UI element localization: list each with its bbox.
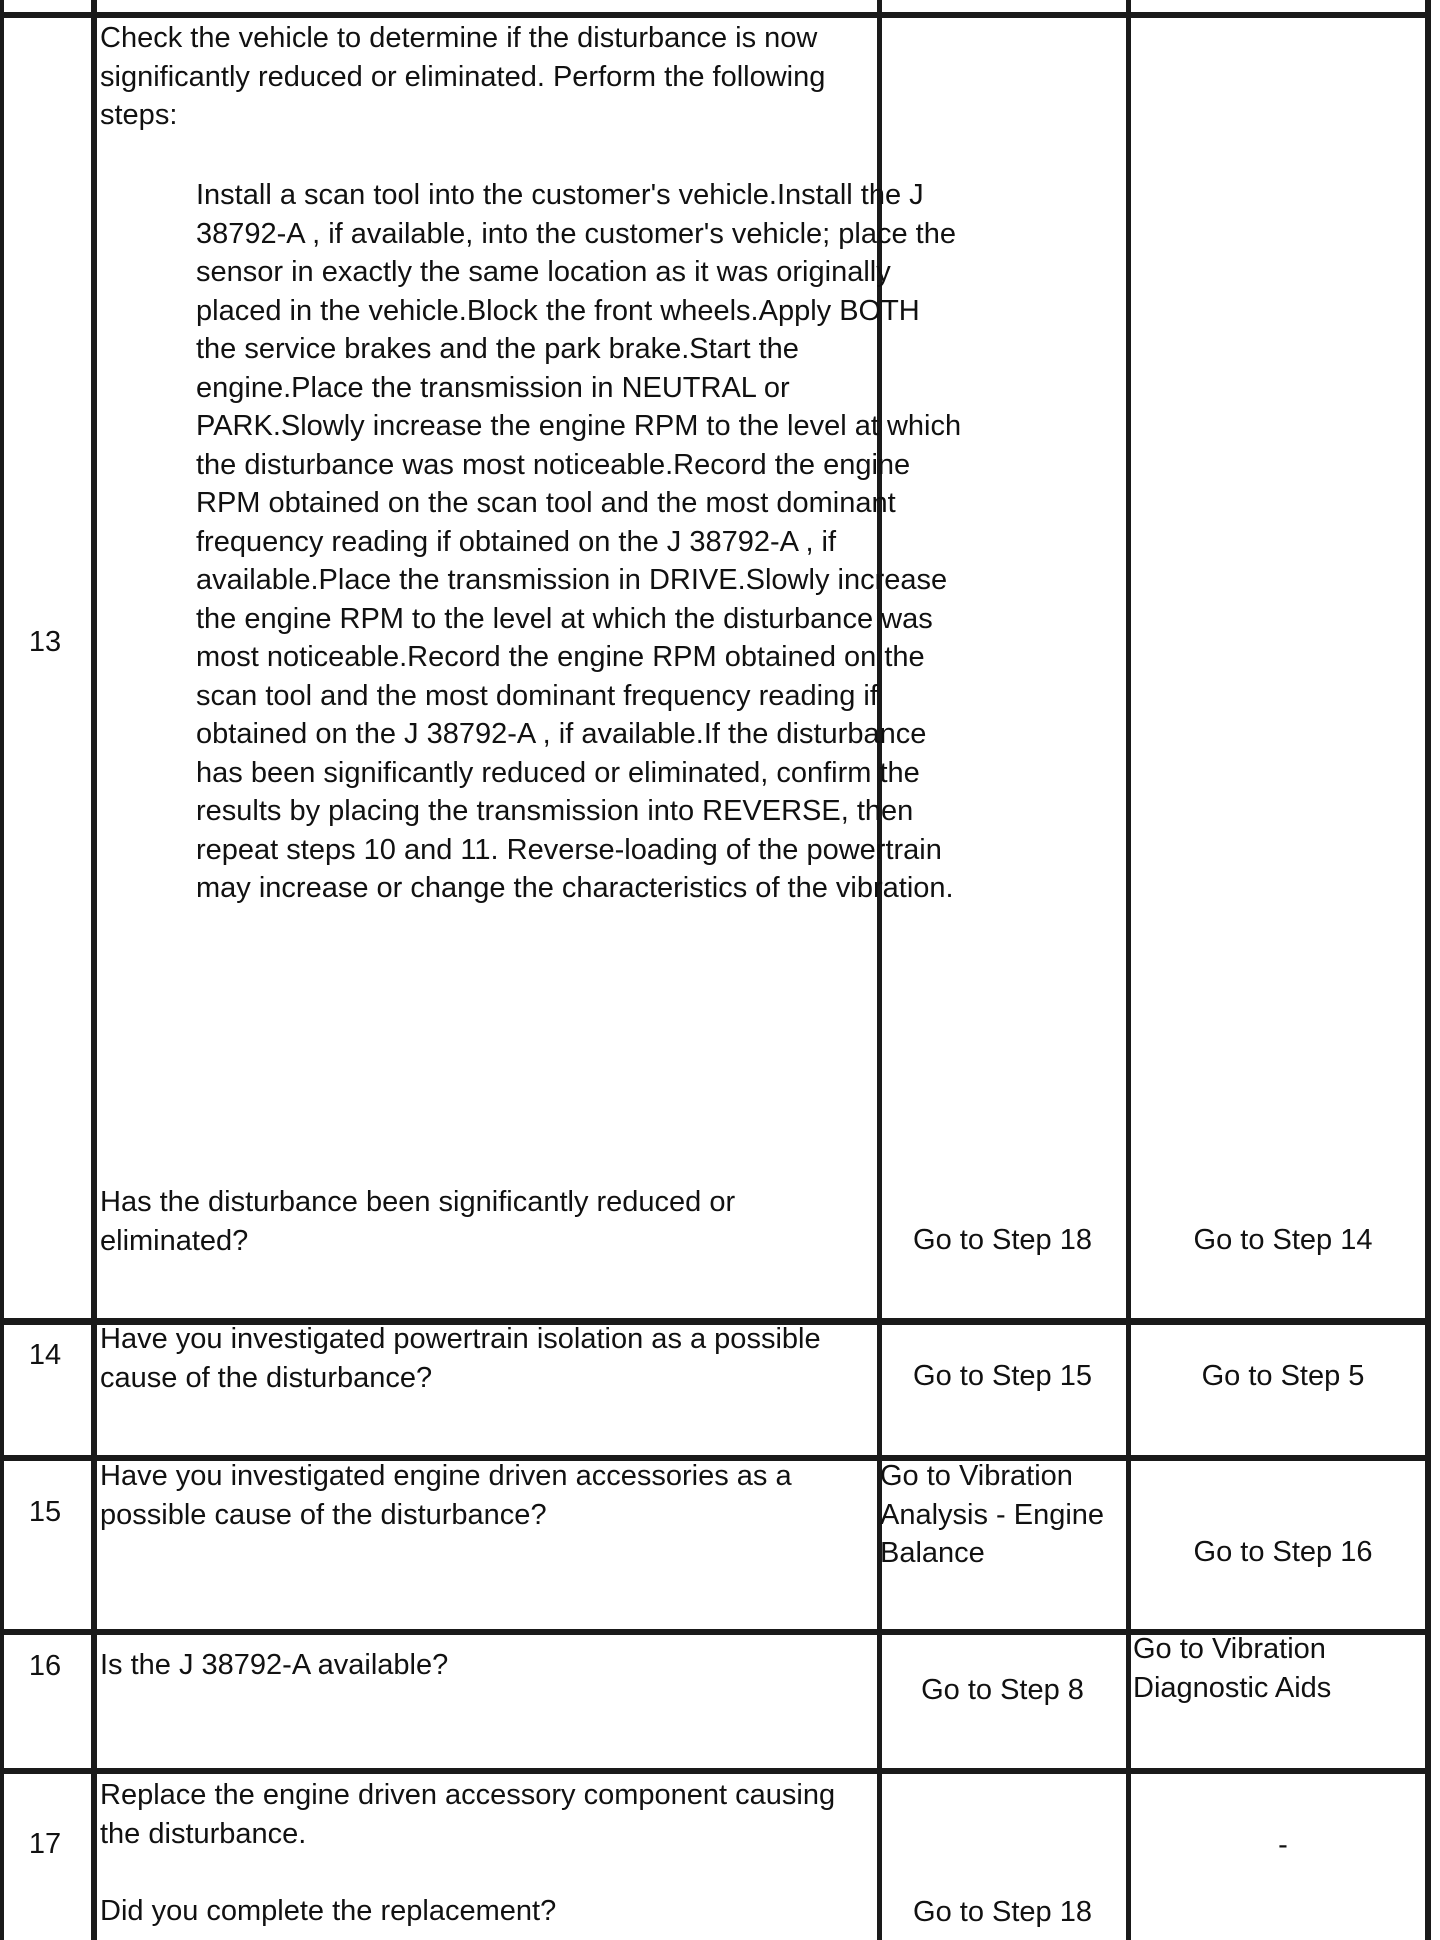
step-number: 16: [28, 1650, 62, 1682]
step-number: 15: [28, 1496, 62, 1528]
rule-right: [1425, 0, 1431, 1940]
step-17-question: Did you complete the replacement?: [100, 1895, 557, 1927]
step-number: 17: [28, 1828, 62, 1860]
step-14-question: Have you investigated powertrain isolation as a possible cause of the disturbance?: [100, 1323, 821, 1394]
step-13-intro: Check the vehicle to determine if the disturbance is now significantly reduced or eliminated. Perform the following steps:: [100, 22, 826, 131]
step-16-no-action: Go to Vibration Diagnostic Aids: [1133, 1633, 1332, 1704]
step-13-no-action: Go to Step 14: [1193, 1224, 1373, 1256]
step-15-no-action: Go to Step 16: [1193, 1536, 1373, 1568]
rule-col4: [1126, 0, 1131, 1940]
step-14-yes-action: Go to Step 15: [913, 1360, 1092, 1392]
step-15-question: Have you investigated engine driven accessories as a possible cause of the disturbance?: [100, 1460, 792, 1531]
step-17-yes-action: Go to Step 18: [913, 1896, 1092, 1928]
step-13-yes-action: Go to Step 18: [913, 1224, 1092, 1256]
step-17-intro: Replace the engine driven accessory component causing the disturbance.: [100, 1779, 836, 1850]
step-13-question: Has the disturbance been significantly reduced or eliminated?: [100, 1186, 736, 1257]
step-number: 13: [28, 626, 62, 658]
step-16-question: Is the J 38792-A available?: [100, 1649, 449, 1681]
rule-top: [0, 12, 1431, 18]
step-17-no-action: -: [1278, 1829, 1288, 1861]
rule-after-16: [0, 1768, 1431, 1774]
step-14-no-action: Go to Step 5: [1201, 1360, 1365, 1392]
step-15-yes-action: Go to Vibration Analysis - Engine Balance: [880, 1460, 1105, 1569]
rule-col2: [91, 0, 97, 1940]
step-13-procedure: Install a scan tool into the customer's vehicle.Install the J 38792-A , if available, into the customer's vehicle; place the sensor in exactly the same location as it was originally placed in the vehicle.Block the front wheels.Apply BOTH the service brakes and the park brake.Start the engine.Place the transmission in NEUTRAL or PARK.Slowly increase the engine RPM to the level at which the disturbance was most noticeable.Record the engine RPM obtained on the scan tool and the most dominant frequency reading if obtained on the J 38792-A , if available.Place the transmission in DRIVE.Slowly increase the engine RPM to the level at which the disturbance was most noticeable.Record the engine RPM obtained on the scan tool and the most dominant frequency reading if obtained on the J 38792-A , if available.If the disturbance has been significantly reduced or eliminated, confirm the results by placing the transmission into REVERSE, then repeat steps 10 and 11. Reverse-loading of the powertrain may increase or change the characteristics of the vibration.: [196, 179, 962, 904]
step-number: 14: [28, 1339, 62, 1371]
step-16-yes-action: Go to Step 8: [921, 1674, 1084, 1706]
